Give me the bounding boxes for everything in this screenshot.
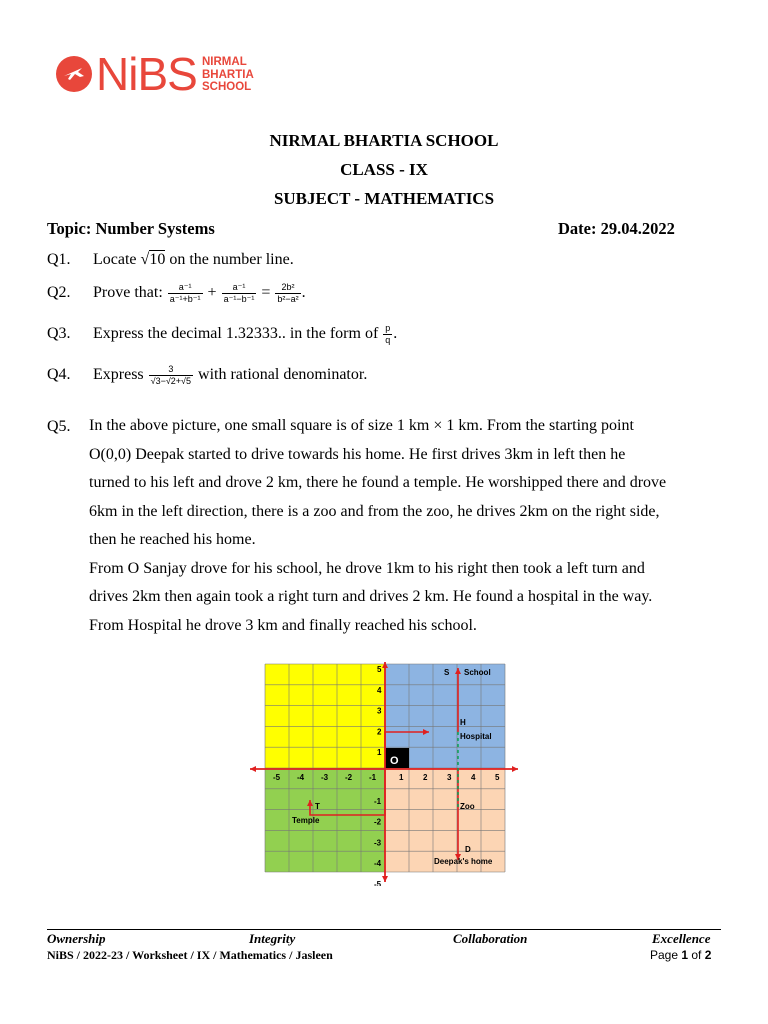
footer-divider [47, 929, 721, 930]
y-tick-label: 5 [377, 665, 382, 674]
footer-value-ownership: Ownership [47, 931, 106, 946]
fraction: $\frac{\text{a⁻¹}}{\text{a⁻¹−b⁻¹}}$ [223, 282, 255, 304]
origin-label: O [390, 755, 399, 767]
question-4: Q4. Express $\frac{3}{√3-√2+√5}$ with rational denominator. [47, 364, 368, 386]
hospital-label: Hospital [460, 732, 492, 741]
x-tick-label: -1 [369, 773, 377, 782]
subject-title: SUBJECT - MATHEMATICS [273, 189, 495, 208]
x-tick-label: -4 [297, 773, 305, 782]
hospital-point-label: H [460, 718, 466, 727]
x-tick-label: -5 [273, 773, 281, 782]
question-2: Q2. Prove that: $\frac{\text{a⁻¹}}{\text{a⁻¹+b⁻¹}}$ + $\frac{\text{a⁻¹}}{\text{a⁻¹−b⁻¹}}$ = $\frac{\text{2b²}}{\text{b²−a²}}$ . [47, 282, 306, 304]
sqrt-symbol: √10 [140, 251, 166, 268]
logo-school-name: NIRMAL BHARTIA SCHOOL [202, 56, 254, 93]
footer-value-integrity: Integrity [249, 931, 296, 946]
footer-reference: NiBS / 2022-23 / Worksheet / IX / Mathematics / Jasleen [47, 948, 333, 962]
fraction: $\frac{\text{2b²}}{\text{b²−a²}}$ [277, 282, 299, 304]
date-label: Date: 29.04.2022 [558, 219, 675, 238]
page-indicator: Page 1 of 2 [650, 948, 712, 962]
x-tick-label: 2 [423, 773, 428, 782]
plane-emblem-icon [56, 56, 92, 92]
y-tick-label: -4 [374, 859, 382, 869]
question-3: Q3. Express the decimal 1.32333.. in the form of $\frac{p}{q}$ . [47, 323, 398, 345]
school-point-label: S [444, 668, 450, 677]
class-title: CLASS - IX [340, 160, 428, 179]
y-tick-label: -3 [374, 838, 382, 848]
x-tick-label: -2 [345, 773, 353, 782]
x-tick-label: -3 [321, 773, 329, 782]
fraction: $\frac{p}{q}$ [385, 323, 391, 345]
x-tick-label: 3 [447, 773, 452, 782]
y-tick-label: 3 [377, 706, 382, 716]
x-tick-label: 4 [471, 773, 476, 782]
quadrant-green [265, 768, 385, 872]
coordinate-grid-figure [244, 660, 524, 886]
y-tick-label: 4 [377, 685, 382, 695]
school-logo [56, 48, 276, 100]
school-label: School [464, 668, 491, 677]
y-tick-label: -1 [374, 796, 382, 806]
question-1: Q1. Locate √10 on the number line. [47, 251, 294, 268]
y-tick-label: 1 [377, 748, 382, 758]
quadrant-yellow [265, 664, 385, 768]
home-point-label: D [465, 845, 471, 854]
school-title: NIRMAL BHARTIA SCHOOL [269, 131, 499, 150]
question-5-number: Q5. [47, 418, 71, 435]
y-tick-label: 2 [377, 727, 382, 737]
y-tick-label: -2 [374, 817, 382, 827]
x-tick-label: 1 [399, 773, 404, 782]
fraction: $\frac{\text{a⁻¹}}{\text{a⁻¹+b⁻¹}}$ [169, 282, 201, 304]
x-tick-label: 5 [495, 773, 500, 782]
fraction: $\frac{3}{√3-√2+√5}$ [150, 364, 192, 386]
zoo-label: Zoo [460, 802, 475, 811]
logo-wordmark: NiBS [96, 48, 197, 100]
temple-label: Temple [292, 816, 320, 825]
temple-point-label: T [315, 802, 320, 811]
home-label: Deepak's home [434, 857, 493, 866]
footer-value-collaboration: Collaboration [453, 931, 528, 946]
footer-value-excellence: Excellence [652, 931, 711, 946]
question-5-text: In the above picture, one small square is of size 1 km × 1 km. From the starting point O(0,0) Deepak started to drive towards his home. He first drives 3km in left then he turned to his left and drove 2 km, there he found a temple. He worshipped there and drove 6km in the left direction, there is a zoo and from the zoo, he drives 2km on the right side, then he reached his home. From O Sanjay drove for his school, he drove 1km to his right then took a left turn and drives 2km then again took a right turn and drives 2 km. He found a hospital in the way. From Hospital he drove 3 km and finally reached his school. [89, 417, 667, 634]
y-tick-label: -5 [374, 880, 382, 886]
topic-label: Topic: Number Systems [47, 219, 215, 238]
